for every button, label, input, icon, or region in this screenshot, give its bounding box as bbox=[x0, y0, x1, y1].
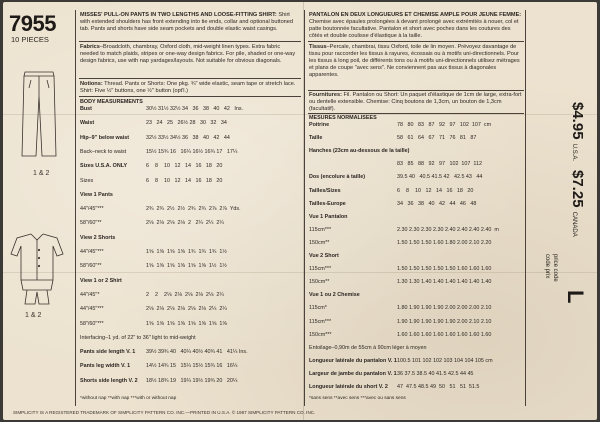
row-label: Waist bbox=[80, 120, 95, 127]
french-title: PANTALON EN DEUX LONGUEURS ET CHEMISE AMPLE POUR JEUNE FEMME: bbox=[309, 12, 522, 18]
row-label: View 2 Shorts bbox=[80, 234, 116, 241]
french-desc: Chemise avec épaules prolongées à devant prolongé avec extrémités à nouer, col et patte boutonnée facultative. Pantalon et short avec poches dans les coutures des côtés et double coulisse d'élastique à la taille. bbox=[309, 19, 519, 39]
table-row bbox=[80, 235, 146, 241]
table-row bbox=[80, 135, 230, 141]
table-row bbox=[80, 292, 224, 298]
pattern-envelope-back bbox=[3, 2, 597, 420]
section-rule bbox=[308, 90, 524, 91]
row-label: 44"/45"*** bbox=[80, 249, 104, 255]
notions-label: Notions: bbox=[80, 81, 103, 87]
code-prix-label: code prix bbox=[544, 254, 550, 279]
row-values: 1.30 1.30 1.40 1.40 1.40 1.40 1.40 1.40 bbox=[397, 279, 492, 286]
table-row bbox=[80, 120, 227, 126]
row-values: 1.50 1.50 1.50 1.60 1.80 2.00 2.10 2.20 bbox=[397, 239, 492, 246]
view-label: 1 & 2 bbox=[33, 170, 50, 177]
table-row bbox=[80, 192, 146, 198]
row-values: 2.30 2.30 2.30 2.30 2.40 2.40 2.40 2.40 m bbox=[397, 226, 499, 233]
table-row bbox=[80, 163, 222, 169]
row-label: Largeur de jambe du pantalon V. 1 bbox=[309, 370, 397, 377]
row-label: Vue 2 Short bbox=[309, 253, 339, 259]
price-usa bbox=[569, 102, 586, 161]
row-label: Pants leg width V. 1 bbox=[80, 363, 131, 370]
row-label: View 1 Pants bbox=[80, 191, 113, 198]
row-values: 6 8 10 12 14 16 18 20 bbox=[146, 163, 223, 170]
row-values: 2⅛ 2⅛ 2⅛ 2⅛ 2 2¼ 2¼ 2¼ bbox=[146, 220, 224, 227]
table-row bbox=[80, 363, 237, 369]
row-values: 83 85 88 92 97 102 107 112 bbox=[397, 161, 483, 168]
row-values: 39.5 40 40.5 41.5 42 42.5 43 44 bbox=[397, 174, 483, 181]
crease-line bbox=[3, 272, 597, 273]
row-values: 34 36 38 40 42 44 46 48 bbox=[397, 200, 477, 207]
table-row bbox=[309, 332, 491, 338]
english-description bbox=[80, 12, 300, 33]
row-label: 58"/60"** bbox=[80, 263, 102, 270]
row-label: 115cm*** bbox=[309, 318, 332, 325]
table-row bbox=[80, 306, 227, 312]
table-row bbox=[309, 344, 427, 351]
copyright-footer: SIMPLICITY IS A REGISTERED TRADEMARK OF SIMPLICITY PATTERN CO. INC.—PRINTED IN U.S.A. © 1987 SIMPLICITY PATTERN CO. INC. bbox=[13, 410, 316, 415]
table-row bbox=[309, 305, 491, 311]
row-values: 39½ 39¾ 40 40¼ 40½ 40¾ 41 41¼ Ins. bbox=[146, 349, 248, 356]
price-canada-value: $7.25 bbox=[569, 170, 586, 208]
tissus-label: Tissus bbox=[309, 44, 327, 50]
table-row bbox=[309, 214, 397, 220]
table-row bbox=[309, 174, 482, 180]
row-label: 150cm** bbox=[309, 239, 330, 246]
row-label: Interfacing–1 yd. of 22" to 36" light to mid-weight bbox=[80, 334, 196, 341]
row-label: 150cm*** bbox=[309, 331, 332, 338]
row-values: 6 8 10 12 14 16 18 20 bbox=[146, 177, 223, 184]
row-values: 2⅛ 2⅛ 2⅛ 2⅛ 2⅛ 2⅛ 2¼ 2¼ bbox=[146, 306, 227, 313]
row-values: 1.50 1.50 1.50 1.50 1.50 1.60 1.60 1.60 bbox=[397, 266, 492, 273]
english-title: MISSES' PULL-ON PANTS IN TWO LENGTHS AND LOOSE-FITTING SHIRT: bbox=[80, 12, 277, 18]
price-code: L bbox=[563, 290, 588, 304]
table-row bbox=[309, 279, 491, 285]
table-row bbox=[80, 178, 222, 184]
row-label: Taille bbox=[309, 135, 323, 142]
notions-body: Thread. Pants or Shorts: One pkg. ¾" wide elastic, seam tape or stretch lace. Shirt: Five ½" buttons, one ½" button (opt'l.) bbox=[80, 81, 296, 94]
pattern-number: 7955 bbox=[9, 11, 56, 36]
section-rule bbox=[79, 78, 301, 79]
nap-legend: *without nap **with nap ***with or without nap bbox=[80, 396, 177, 401]
tissus-body: –Percale, chambrai, tissu Oxford, toile de lin moyen. Prévoyez davantage de tissu pour raccorder les tissus à rayures, écossais ou à motifs uni-directionnels. Pour les tissus à long poil, de différents tons ou à motifs uni-directionnels utilisez métrages et plans de coupe "avec sens". Ne conviennent pas aux tissus à diagonales apparentes. bbox=[309, 44, 520, 78]
row-values: 1⅝ 1⅝ 1⅝ 1⅝ 1⅝ 1⅝ 1½ 1½ bbox=[146, 263, 227, 270]
section-rule bbox=[79, 96, 301, 97]
row-label: 58"/60"** bbox=[80, 220, 102, 227]
price-canada-label: CANADA bbox=[571, 211, 577, 237]
table-row bbox=[309, 384, 479, 390]
table-row bbox=[80, 106, 243, 112]
row-values: 6 8 10 12 14 16 18 20 bbox=[397, 187, 474, 194]
row-label: Entoilage–0,90m de 55cm à 90cm léger à moyen bbox=[309, 344, 427, 351]
column-divider bbox=[304, 10, 305, 406]
section-rule bbox=[308, 41, 524, 42]
table-row bbox=[309, 201, 476, 207]
row-values: 32½ 33½ 34½ 36 38 40 42 44 bbox=[146, 134, 230, 141]
table-row bbox=[80, 220, 224, 226]
row-label: Hanches (23cm au-dessous de la taille) bbox=[309, 148, 410, 155]
view-label: 1 & 2 bbox=[25, 312, 42, 319]
row-label: Vue 1 ou 2 Chemise bbox=[309, 292, 360, 299]
row-label: Hip–9" below waist bbox=[80, 134, 129, 141]
row-values: 36 37.5 38.5 40 41.5 42.5 44 45 bbox=[397, 370, 474, 377]
price-usa-value: $4.95 bbox=[569, 102, 586, 140]
row-values: 1⅝ 1⅝ 1⅝ 1⅝ 1¾ 1¾ 1¾ 1½ bbox=[146, 249, 227, 255]
row-label: 115cm*** bbox=[309, 266, 332, 273]
section-rule bbox=[308, 113, 524, 114]
row-label: 44"/45"*** bbox=[80, 206, 104, 213]
fournitures-text bbox=[309, 92, 523, 113]
row-label: 150cm** bbox=[309, 279, 330, 286]
row-label: 115cm* bbox=[309, 305, 327, 312]
row-label: Sizes U.S.A. ONLY bbox=[80, 163, 128, 170]
table-row bbox=[80, 334, 196, 341]
row-label: 44"/45"* bbox=[80, 291, 100, 298]
row-values: 14½ 14¾ 15 15¼ 15½ 15¾ 16 16¼ bbox=[146, 363, 238, 370]
pants-sketch bbox=[19, 66, 59, 166]
price-code-label: price code bbox=[552, 254, 558, 282]
row-label: Bust bbox=[80, 106, 92, 112]
row-label: Shorts side length V. 2 bbox=[80, 377, 138, 384]
shirt-sketch bbox=[9, 230, 65, 308]
table-row bbox=[309, 253, 397, 259]
crease-line bbox=[3, 114, 597, 115]
table-row bbox=[309, 135, 476, 141]
fabrics-label: Fabrics bbox=[80, 44, 100, 50]
table-row bbox=[80, 149, 237, 155]
row-label: Tailles-Europe bbox=[309, 200, 346, 207]
row-label: Dos (encolure à taille) bbox=[309, 174, 366, 181]
table-row bbox=[309, 371, 473, 377]
nap-legend-fr: *sans sens **avec sens ***avec ou sans sens bbox=[309, 396, 406, 401]
row-values: 1.90 1.90 1.90 1.90 1.90 2.00 2.10 2.10 bbox=[397, 318, 492, 325]
table-row bbox=[309, 122, 491, 128]
table-row bbox=[309, 240, 491, 246]
row-label: 115cm*** bbox=[309, 226, 332, 233]
row-label: Vue 1 Pantalon bbox=[309, 213, 348, 220]
row-label: View 1 or 2 Shirt bbox=[80, 277, 122, 284]
row-values: 15½ 15¾ 16 16¼ 16½ 16¾ 17 17¼ bbox=[146, 148, 238, 155]
row-values: 2 2 2⅛ 2⅛ 2⅛ 2⅛ 2⅛ 2¼ bbox=[146, 291, 224, 298]
table-row bbox=[309, 148, 410, 155]
fournitures-label: Fournitures: bbox=[309, 92, 342, 98]
table-row bbox=[80, 263, 227, 269]
table-row bbox=[80, 349, 248, 355]
row-label: Back–neck to waist bbox=[80, 148, 127, 155]
row-label: Longueur latérale du short V. 2 bbox=[309, 384, 388, 390]
english-desc: Shirt with extended shoulders has front extending into tie ends, collar and optional buttoned tab. Pants and shorts have side seam pockets and double elastic waist casings. bbox=[80, 12, 294, 32]
notions-text bbox=[80, 81, 300, 95]
table-row bbox=[80, 378, 237, 384]
row-values: 47 47.5 48.5 49 50 51 51 51.5 bbox=[397, 384, 480, 390]
row-label: 58"/60"*** bbox=[80, 320, 104, 327]
french-description bbox=[309, 12, 523, 40]
fabrics-text bbox=[80, 44, 300, 65]
row-label: Longueur latérale du pantalon V. 1 bbox=[309, 357, 397, 364]
fabrics-body: –Broadcloth, chambray, Oxford cloth, mid-weight linen types. Extra fabric needed to match plaids, stripes or one-way design fabrics. For pile, shaded or one-way design fabrics, use with nap yardages/layouts. Not suitable for obvious diagonals. bbox=[80, 44, 296, 64]
section-rule bbox=[79, 41, 301, 42]
price-usa-label: U.S.A. bbox=[571, 143, 577, 162]
row-label: Poitrine bbox=[309, 122, 330, 128]
price-canada bbox=[569, 170, 586, 237]
column-divider bbox=[75, 10, 76, 406]
tissus-text bbox=[309, 44, 523, 79]
table-row bbox=[80, 206, 241, 212]
mesures-heading: MESURES NORMALISEES bbox=[309, 115, 377, 121]
pieces-count: 10 PIECES bbox=[11, 35, 49, 44]
table-row bbox=[309, 292, 397, 298]
row-values: 18½ 18¾ 19 19¼ 19½ 19¾ 20 20¼ bbox=[146, 377, 238, 384]
row-label: 44"/45"*** bbox=[80, 306, 104, 313]
table-row bbox=[80, 278, 146, 284]
body-measurements-heading: BODY MEASUREMENTS bbox=[80, 99, 143, 105]
fournitures-body: Fil. Pantalon ou Short: Un paquet d'élastique de 1cm de large, extra-fort ou dentelle extensible. Chemise: Cinq boutons de 1,3cm, un bouton de 1,3cm (facultatif). bbox=[309, 92, 522, 112]
row-label: Tailles/Sizes bbox=[309, 187, 341, 194]
row-values: 58 61 64 67 71 76 81 87 bbox=[397, 135, 477, 142]
row-values: 1.80 1.90 1.90 1.90 2.00 2.00 2.00 2.10 bbox=[397, 305, 492, 312]
column-divider bbox=[525, 10, 526, 406]
row-values: 1⅝ 1⅝ 1⅝ 1⅝ 1⅝ 1⅝ 1⅝ 1⅝ bbox=[146, 320, 227, 327]
row-values: 100.5 101 102 102 103 104 104 105 cm bbox=[397, 357, 493, 364]
row-values: 30½ 31½ 32½ 34 36 38 40 42 Ins. bbox=[146, 106, 244, 112]
row-label: Pants side length V. 1 bbox=[80, 349, 136, 356]
table-row bbox=[309, 161, 482, 167]
table-row bbox=[309, 319, 491, 325]
row-label: Sizes bbox=[80, 177, 94, 184]
table-row bbox=[309, 266, 491, 272]
table-row bbox=[309, 188, 473, 194]
table-row bbox=[309, 227, 499, 233]
row-values: 2¾ 2¾ 2½ 2½ 2¾ 2¾ 2⅞ 2⅞ Yds. bbox=[146, 206, 241, 213]
table-row bbox=[80, 249, 227, 255]
row-values: 23 24 25 26½ 28 30 32 34 bbox=[146, 120, 227, 127]
row-values: 1.60 1.60 1.60 1.60 1.60 1.60 1.60 1.60 bbox=[397, 331, 492, 338]
table-row bbox=[309, 358, 493, 364]
row-values: 78 80 83 87 92 97 102 107 cm bbox=[397, 122, 492, 128]
table-row bbox=[80, 321, 227, 327]
